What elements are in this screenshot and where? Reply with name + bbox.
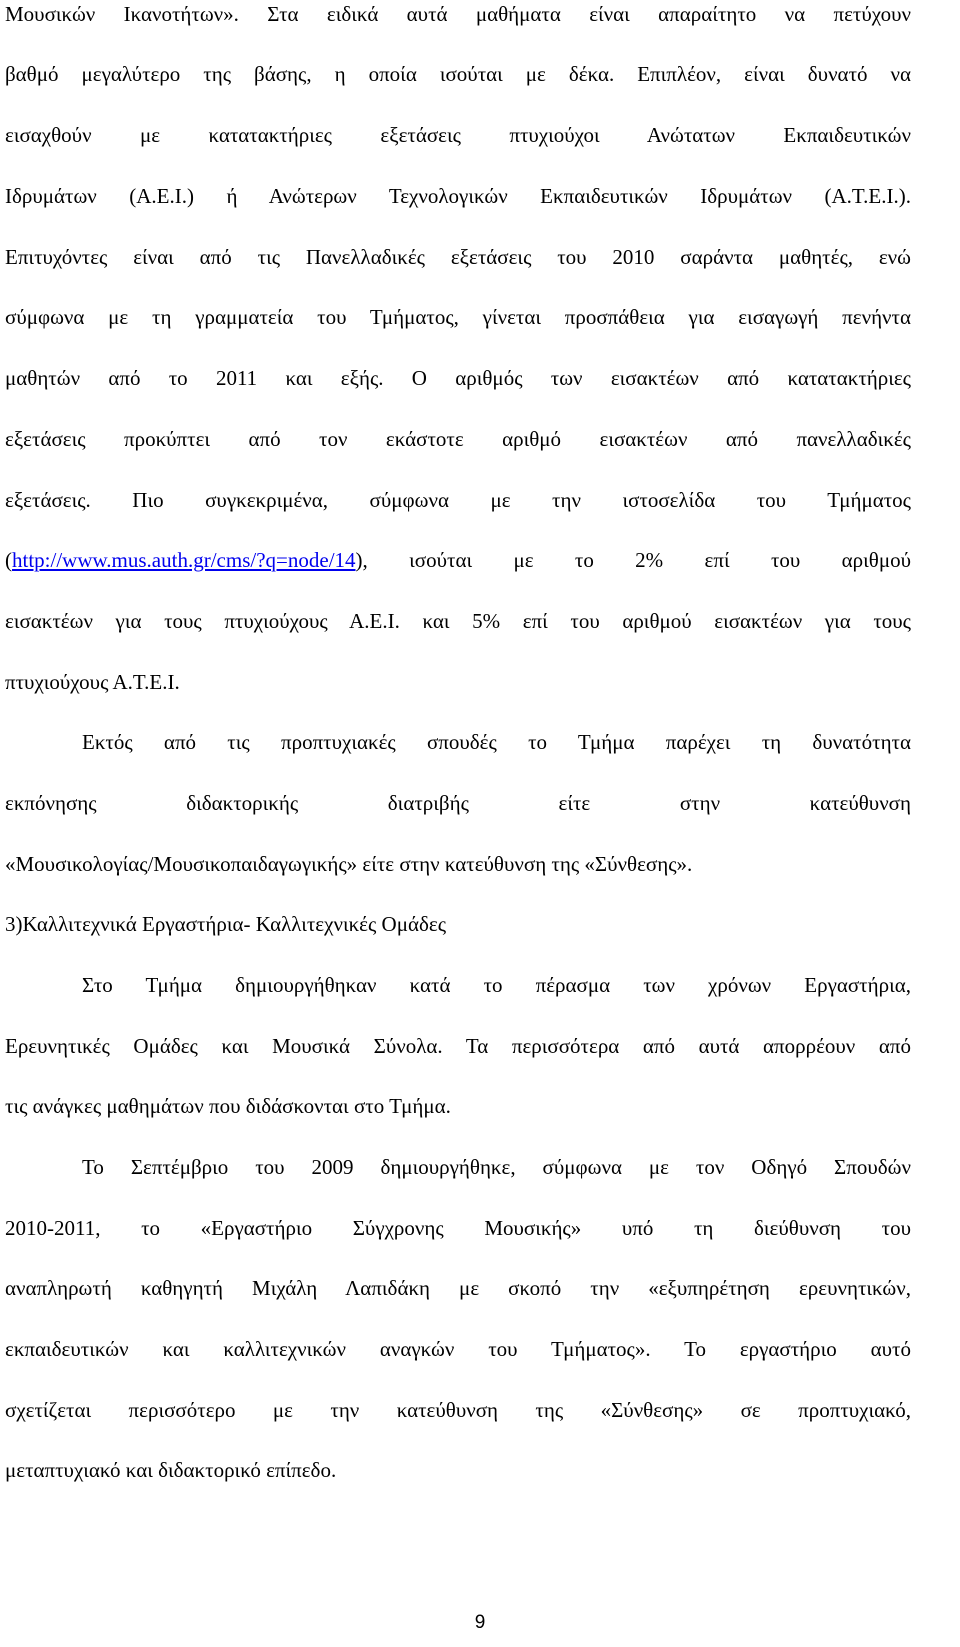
text-line: Στο Τμήμα δημιουργήθηκαν κατά το πέρασμα των χρόνων Εργαστήρια, [82, 973, 911, 997]
text-line: εκπαιδευτικών και καλλιτεχνικών αναγκών του Τμήματος». Το εργαστήριο αυτό [5, 1337, 911, 1361]
text-line: Ερευνητικές Ομάδες και Μουσικά Σύνολα. Τα περισσότερα από αυτά απορρέουν από [5, 1034, 911, 1058]
text-line: πτυχιούχους Α.Τ.Ε.Ι. [5, 670, 180, 694]
text-line: εξετάσεις προκύπτει από τον εκάστοτε αριθμό εισακτέων από πανελλαδικές [5, 427, 911, 451]
text-line: εξετάσεις. Πιο συγκεκριμένα, σύμφωνα με την ιστοσελίδα του Τμήματος [5, 488, 911, 512]
text-line: μαθητών από το 2011 και εξής. Ο αριθμός των εισακτέων από κατατακτήριες [5, 366, 911, 390]
text-line: εισακτέων για τους πτυχιούχους Α.Ε.Ι. και 5% επί του αριθμού εισακτέων για τους [5, 609, 911, 633]
text-line: εκπόνησης διδακτορικής διατριβής είτε στην κατεύθυνση [5, 791, 911, 815]
page-number: 9 [474, 1612, 486, 1633]
text-line: σύμφωνα με τη γραμματεία του Τμήματος, γίνεται προσπάθεια για εισαγωγή πενήντα [5, 305, 911, 329]
text-line: 2010-2011, το «Εργαστήριο Σύγχρονης Μουσικής» υπό τη διεύθυνση του [5, 1216, 911, 1240]
text-line: βαθμό μεγαλύτερο της βάσης, η οποία ισούται με δέκα. Επιπλέον, είναι δυνατό να [5, 62, 911, 86]
section-heading: 3)Καλλιτεχνικά Εργαστήρια- Καλλιτεχνικές Ομάδες [5, 912, 447, 936]
text-line: Το Σεπτέμβριο του 2009 δημιουργήθηκε, σύμφωνα με τον Οδηγό Σπουδών [82, 1155, 911, 1179]
text-line: μεταπτυχιακό και διδακτορικό επίπεδο. [5, 1458, 337, 1482]
link-open-paren: ( [5, 548, 12, 572]
text-line: αναπληρωτή καθηγητή Μιχάλη Λαπιδάκη με σκοπό την «εξυπηρέτηση ερευνητικών, [5, 1276, 911, 1300]
text-line: Επιτυχόντες είναι από τις Πανελλαδικές εξετάσεις του 2010 σαράντα μαθητές, ενώ [5, 245, 911, 269]
text-line: εισαχθούν με κατατακτήριες εξετάσεις πτυχιούχοι Ανώτατων Εκπαιδευτικών [5, 123, 911, 147]
department-website-link[interactable]: http://www.mus.auth.gr/cms/?q=node/14 [12, 548, 356, 572]
text-line: τις ανάγκες μαθημάτων που διδάσκονται στο Τμήμα. [5, 1094, 451, 1118]
link-line-rest: ), ισούται με το 2% επί του αριθμού [355, 548, 911, 572]
text-line: Εκτός από τις προπτυχιακές σπουδές το Τμήμα παρέχει τη δυνατότητα [82, 730, 911, 754]
text-line: σχετίζεται περισσότερο με την κατεύθυνση της «Σύνθεσης» σε προπτυχιακό, [5, 1398, 911, 1422]
text-line: Ιδρυμάτων (Α.Ε.Ι.) ή Ανώτερων Τεχνολογικών Εκπαιδευτικών Ιδρυμάτων (Α.Τ.Ε.Ι.). [5, 184, 911, 208]
text-line: «Μουσικολογίας/Μουσικοπαιδαγωγικής» είτε στην κατεύθυνση της «Σύνθεσης». [5, 852, 693, 876]
text-line: Μουσικών Ικανοτήτων». Στα ειδικά αυτά μαθήματα είναι απαραίτητο να πετύχουν [5, 2, 911, 26]
text-line-with-link [5, 548, 911, 572]
